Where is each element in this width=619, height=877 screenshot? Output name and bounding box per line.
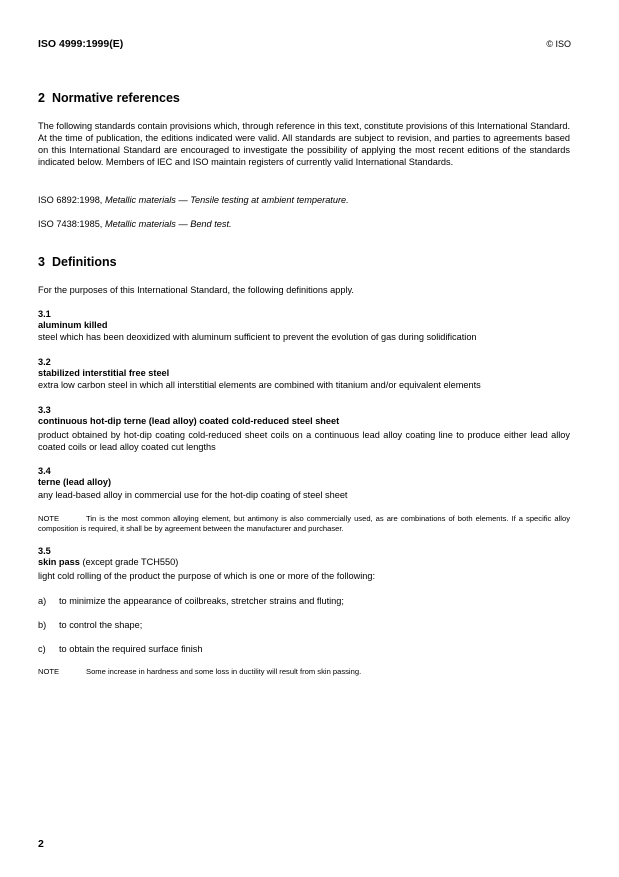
note-text: Tin is the most common alloying element, but antimony is also commercially used, as are combinations of both elements. If a specific alloy composition is required, it shall be by agreement between the manufacturer and purchaser. [38,514,570,533]
reference-code: ISO 6892:1998, [38,195,103,205]
note-text: Some increase in hardness and some loss in ductility will result from skin passing. [86,667,362,676]
section-number: 2 [38,91,45,105]
term-number: 3.2 [38,357,51,367]
section-title: Normative references [52,91,180,105]
section-2-heading [38,91,180,105]
note [38,667,570,677]
list-item [38,595,344,607]
reference-code: ISO 7438:1985, [38,219,103,229]
term-definition: extra low carbon steel in which all interstitial elements are combined with titanium and/or equivalent elements [38,380,481,390]
term-definition: steel which has been deoxidized with aluminum sufficient to prevent the evolution of gas during solidification [38,332,477,342]
section-number: 3 [38,255,45,269]
term-name [38,557,178,568]
note-label: NOTE [38,667,60,676]
term-definition: any lead-based alloy in commercial use for the hot-dip coating of steel sheet [38,490,348,500]
list-marker: c) [38,644,46,654]
term-name: stabilized interstitial free steel [38,368,170,378]
list-item [38,619,142,631]
list-item-text: to minimize the appearance of coilbreaks, stretcher strains and fluting; [59,596,344,606]
term-number: 3.4 [38,466,51,476]
section-2-intro: The following standards contain provisions which, through reference in this text, constitute provisions of this International Standard. At the time of publication, the editions indicated were valid. All standards are subject to revision, and parties to agreements based on this International Standard are encouraged to investigate the possibility of applying the most recent editions of the standards indicated below. Members of IEC and ISO maintain registers of currently valid International Standards. [38,121,570,167]
page-number: 2 [38,838,44,850]
term-number: 3.1 [38,309,51,319]
list-marker: a) [38,596,47,606]
section-3-heading [38,255,117,269]
normative-reference [38,218,578,230]
term-name-text: skin pass [38,557,80,567]
reference-title: Metallic materials — Bend test. [104,219,232,229]
reference-title: Metallic materials — Tensile testing at ambient temperature. [104,195,349,205]
term-name: terne (lead alloy) [38,477,112,487]
term-name: continuous hot-dip terne (lead alloy) coated cold-reduced steel sheet [38,416,340,426]
note-label: NOTE [38,514,60,523]
list-item-text: to control the shape; [59,620,143,630]
copyright-notice: © ISO [546,39,571,49]
normative-reference [38,194,578,206]
list-item [38,643,203,655]
document-id: ISO 4999:1999(E) [38,38,124,50]
section-3-intro: For the purposes of this International Standard, the following definitions apply. [38,285,354,295]
term-definition: light cold rolling of the product the purpose of which is one or more of the following: [38,571,376,581]
term-number: 3.3 [38,405,51,415]
list-item-text: to obtain the required surface finish [59,644,203,654]
term-definition: product obtained by hot-dip coating cold-reduced sheet coils on a continuous lead alloy coating line to produce either lead alloy coated coils or lead alloy coated cut lengths [38,430,570,452]
term-number: 3.5 [38,546,51,556]
term-name: aluminum killed [38,320,108,330]
section-title: Definitions [52,255,117,269]
term-qualifier: (except grade TCH550) [82,557,179,567]
list-marker: b) [38,620,47,630]
note [38,514,570,534]
